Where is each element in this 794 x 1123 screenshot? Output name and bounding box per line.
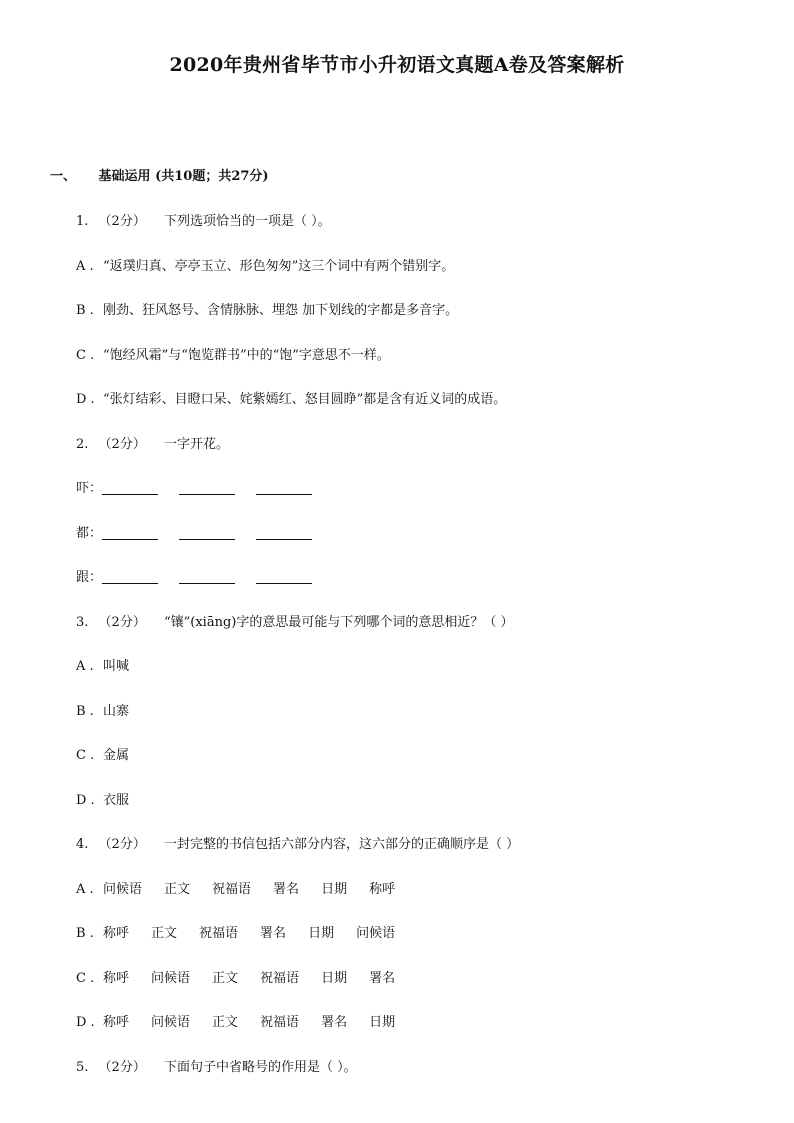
sequence-item: 称呼 [103, 1015, 130, 1030]
question-stem: 一字开花。 [163, 437, 229, 452]
blank-field[interactable] [179, 480, 235, 495]
question-stem: 一封完整的书信包括六部分内容，这六部分的正确顺序是（ ） [163, 837, 520, 852]
fill-label: 跟： [76, 570, 103, 585]
page-title: 2020年贵州省毕节市小升初语文真题A卷及答案解析 [169, 54, 625, 76]
sequence-item: 正文 [151, 926, 178, 941]
option-letter: D . [76, 1015, 95, 1030]
blank-field[interactable] [102, 525, 158, 540]
option-letter: A . [76, 259, 94, 274]
option-text: 金属 [103, 748, 130, 763]
blank-field[interactable] [179, 525, 235, 540]
option-letter: B . [76, 303, 94, 318]
question-number: 5. [76, 1060, 89, 1075]
question-number: 1. [76, 214, 89, 229]
option-letter: D . [76, 793, 95, 808]
question-stem: “镶”(xiāng)字的意思最可能与下列哪个词的意思相近？（ ） [163, 615, 514, 630]
option-text: 叫喊 [103, 659, 130, 674]
option-letter: B . [76, 704, 94, 719]
sequence-item: 祝福语 [260, 971, 300, 986]
question-number: 3. [76, 615, 89, 630]
question-stem: 下面句子中省略号的作用是（ ）。 [163, 1060, 357, 1075]
sequence-item: 称呼 [369, 882, 396, 897]
q2-fill-row-3 [76, 566, 333, 585]
q4-option-c [76, 967, 417, 986]
blank-field[interactable] [256, 525, 312, 540]
q3-option-a [76, 655, 129, 674]
sequence-item: 问候语 [356, 926, 396, 941]
option-letter: D . [76, 392, 95, 407]
question-score: （2分） [98, 214, 146, 229]
sequence-item: 称呼 [103, 926, 130, 941]
blank-field[interactable] [179, 569, 235, 584]
sequence-item: 称呼 [103, 971, 130, 986]
question-5 [76, 1056, 357, 1075]
q4-option-d [76, 1011, 417, 1030]
sequence-item: 署名 [260, 926, 287, 941]
option-text: “张灯结彩、目瞪口呆、姹紫嫣红、怒目圆睁”都是含有近义词的成语。 [103, 392, 507, 407]
option-text: 衣服 [103, 793, 130, 808]
q4-option-b [76, 922, 417, 941]
option-text: 山寨 [103, 704, 130, 719]
sequence-item: 日期 [321, 882, 348, 897]
sequence-item: 正文 [164, 882, 191, 897]
option-text: “返璞归真、亭亭玉立、形色匆匆”这三个词中有两个错别字。 [103, 259, 455, 274]
q2-fill-row-1 [76, 477, 333, 496]
option-letter: B . [76, 926, 94, 941]
option-letter: A . [76, 659, 94, 674]
option-letter: A . [76, 882, 94, 897]
q1-option-a [76, 255, 454, 274]
sequence-item: 日期 [369, 1015, 396, 1030]
section-label: 基础运用 (共10题；共27分) [98, 169, 269, 184]
question-3 [76, 611, 513, 630]
q3-option-d [76, 789, 129, 808]
question-score: （2分） [98, 437, 146, 452]
sequence-item: 正文 [212, 971, 239, 986]
blank-field[interactable] [256, 480, 312, 495]
sequence-item: 日期 [308, 926, 335, 941]
sequence-item: 问候语 [151, 1015, 191, 1030]
option-letter: C . [76, 748, 95, 763]
q1-option-c [76, 344, 390, 363]
sequence-item: 署名 [273, 882, 300, 897]
q3-option-c [76, 744, 129, 763]
sequence-item: 问候语 [103, 882, 143, 897]
question-score: （2分） [98, 615, 146, 630]
question-number: 4. [76, 837, 89, 852]
q4-option-a [76, 878, 417, 897]
option-text: “饱经风霜”与“饱览群书”中的“饱”字意思不一样。 [103, 348, 390, 363]
sequence-item: 日期 [321, 971, 348, 986]
question-number: 2. [76, 437, 89, 452]
sequence-item: 祝福语 [199, 926, 239, 941]
sequence-item: 正文 [212, 1015, 239, 1030]
fill-label: 吓： [76, 481, 103, 496]
option-letter: C . [76, 348, 95, 363]
q2-fill-row-2 [76, 522, 333, 541]
sequence-item: 署名 [369, 971, 396, 986]
sequence-item: 祝福语 [260, 1015, 300, 1030]
sequence-item: 署名 [321, 1015, 348, 1030]
sequence-item: 问候语 [151, 971, 191, 986]
q3-option-b [76, 700, 129, 719]
section-heading [50, 165, 269, 184]
q1-option-b [76, 299, 458, 318]
blank-field[interactable] [102, 480, 158, 495]
option-letter: C . [76, 971, 95, 986]
question-stem: 下列选项恰当的一项是（ ）。 [163, 214, 331, 229]
question-score: （2分） [98, 837, 146, 852]
question-score: （2分） [98, 1060, 146, 1075]
blank-field[interactable] [256, 569, 312, 584]
q1-option-d [76, 388, 506, 407]
question-1 [76, 210, 331, 229]
section-number: 一、 [50, 169, 77, 184]
question-4 [76, 833, 519, 852]
sequence-item: 祝福语 [212, 882, 252, 897]
blank-field[interactable] [102, 569, 158, 584]
option-text: 刚劲、狂风怒号、含情脉脉、埋怨 加下划线的字都是多音字。 [103, 303, 459, 318]
fill-label: 都： [76, 526, 103, 541]
question-2 [76, 433, 229, 452]
